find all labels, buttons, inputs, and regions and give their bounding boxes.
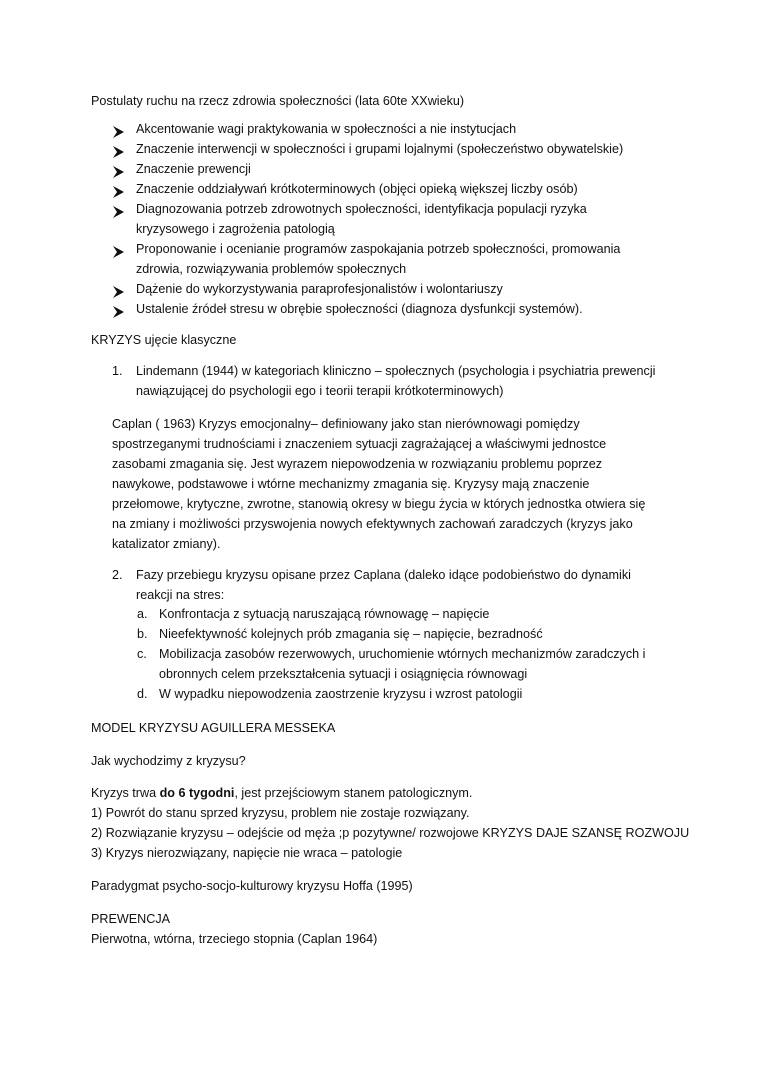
document-title: Postulaty ruchu na rzecz zdrowia społeczności (lata 60te XXwieku) xyxy=(91,94,465,108)
postulates-list xyxy=(112,122,623,322)
list-item: a. Konfrontacja z sytuacją naruszającą równowagę – napięcie xyxy=(137,607,490,621)
arrow-bullet-icon xyxy=(112,302,126,322)
list-item: Dążenie do wykorzystywania paraprofesjonalistów i wolontariuszy xyxy=(112,282,623,302)
caplan-paragraph: Caplan ( 1963) Kryzys emocjonalny– definiowany jako stan nierównowagi pomiędzy spostrzeganymi trudnościami i znaczeniem sytuacji zagrażającej a właściwymi jednostce zasobami zmagania się. Jest wyrazem niepowodzenia w rozwiązaniu problemu poprzez nawykowe, podstawowe i wtórne mechanizmy zmagania się. Kryzysy mają znaczenie przełomowe, krytyczne, zwrotne, stanowią okresy w biegu życia w których jednostka otwiera się na zmiany i możliwości przyswojenia nowych efektywnych zachowań zaradczych (kryzys jako katalizator zmiany). xyxy=(112,417,646,551)
arrow-bullet-icon xyxy=(112,242,126,262)
list-item: d. W wypadku niepowodzenia zaostrzenie kryzysu i wzrost patologii xyxy=(137,687,523,701)
list-item: Proponowanie i ocenianie programów zaspokajania potrzeb społeczności, promowania zdrowia, rozwiązywania problemów społecznych xyxy=(112,242,623,282)
item-letter: b. xyxy=(137,627,148,641)
item-letter: a. xyxy=(137,607,148,621)
duration-line: Kryzys trwa do 6 tygodni, jest przejściowym stanem patologicznym. xyxy=(91,786,473,800)
numbered-item-2: 2. Fazy przebiegu kryzysu opisane przez Caplana (daleko idące podobieństwo do dynamiki reakcji na stres: xyxy=(112,568,631,602)
arrow-bullet-icon xyxy=(112,182,126,202)
outcome-item: 2) Rozwiązanie kryzysu – odejście od męża ;p pozytywne/ rozwojowe KRYZYS DAJE SZANSĘ ROZWOJU xyxy=(91,826,690,840)
arrow-bullet-icon xyxy=(112,202,126,222)
list-item: Akcentowanie wagi praktykowania w społeczności a nie instytucjach xyxy=(112,122,623,142)
question-line: Jak wychodzimy z kryzysu? xyxy=(91,754,246,768)
item-number: 1. xyxy=(112,364,123,378)
list-item: c. Mobilizacja zasobów rezerwowych, uruchomienie wtórnych mechanizmów zaradczych i obronnych celem przekształcenia sytuacji i osiągnięcia równowagi xyxy=(137,647,646,681)
list-item: Znaczenie oddziaływań krótkoterminowych (objęci opieką większej liczby osób) xyxy=(112,182,623,202)
outcomes-block xyxy=(91,783,700,863)
arrow-bullet-icon xyxy=(112,162,126,182)
prevention-heading: PREWENCJA xyxy=(91,912,171,926)
arrow-bullet-icon xyxy=(112,142,126,162)
outcome-item: 3) Kryzys nierozwiązany, napięcie nie wraca – patologie xyxy=(91,846,403,860)
list-item: Diagnozowania potrzeb zdrowotnych społeczności, identyfikacja populacji ryzyka kryzysowego i zagrożenia patologią xyxy=(112,202,623,242)
prevention-section xyxy=(91,909,700,949)
outcome-item: 1) Powrót do stanu sprzed kryzysu, problem nie zostaje rozwiązany. xyxy=(91,806,470,820)
phases-list xyxy=(137,607,645,707)
list-item: Znaczenie interwencji w społeczności i grupami lojalnymi (społeczeństwo obywatelskie) xyxy=(112,142,623,162)
list-item: Znaczenie prewencji xyxy=(112,162,623,182)
item-letter: c. xyxy=(137,647,147,661)
list-item: b. Nieefektywność kolejnych prób zmagania się – napięcie, bezradność xyxy=(137,627,543,641)
item-letter: d. xyxy=(137,687,148,701)
arrow-bullet-icon xyxy=(112,282,126,302)
kryzys-heading: KRYZYS ujęcie klasyczne xyxy=(91,333,237,347)
model-heading: MODEL KRYZYSU AGUILLERA MESSEKA xyxy=(91,721,336,735)
arrow-bullet-icon xyxy=(112,122,126,142)
prevention-text: Pierwotna, wtórna, trzeciego stopnia (Caplan 1964) xyxy=(91,932,378,946)
item-number: 2. xyxy=(112,568,123,582)
paradigm-line: Paradygmat psycho-socjo-kulturowy kryzysu Hoffa (1995) xyxy=(91,879,413,893)
numbered-item-1: 1. Lindemann (1944) w kategoriach kliniczno – społecznych (psychologia i psychiatria prewencji nawiązującej do psychologii ego i teorii terapii krótkoterminowych) xyxy=(112,364,656,398)
list-item: Ustalenie źródeł stresu w obrębie społeczności (diagnoza dysfunkcji systemów). xyxy=(112,302,623,322)
